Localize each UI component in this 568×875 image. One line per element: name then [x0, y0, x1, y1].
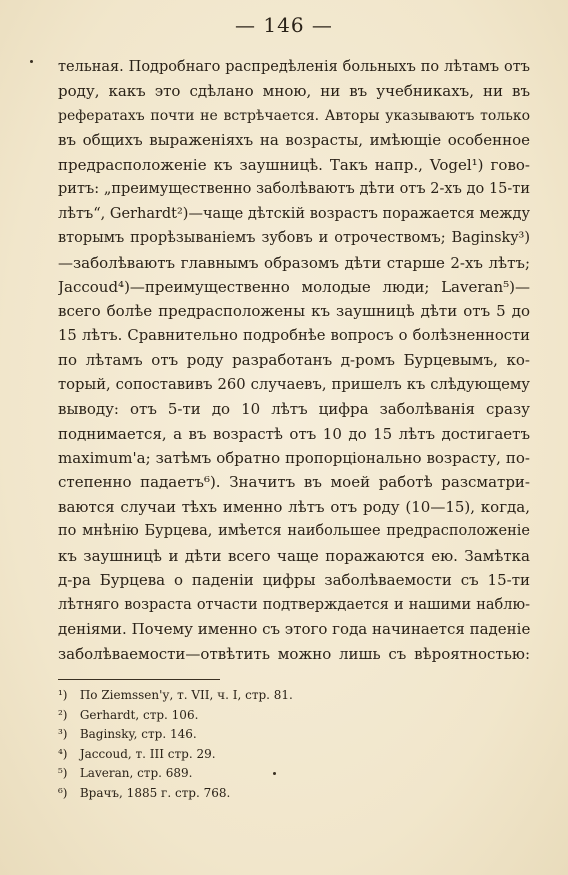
body-line: д-ра Бурцева о паденіи цифры заболѣваемости съ 15-ти — [58, 571, 530, 590]
body-line: лѣтняго возраста отчасти подтверждается и нашими наблю- — [58, 596, 530, 613]
body-line: роду, какъ это сдѣлано мною, ни въ учебникахъ, ни въ — [58, 82, 530, 101]
paper-speck — [273, 772, 276, 775]
body-line: ритъ: „преимущественно заболѣваютъ дѣти отъ 2-хъ до 15-ти — [58, 181, 530, 198]
body-line: 15 лѣтъ. Сравнительно подробнѣе вопросъ о болѣзненности — [58, 326, 530, 344]
footnote-mark: ⁵) — [58, 766, 68, 781]
body-line: maximum'а; затѣмъ обратно пропорціонально возрасту, по- — [58, 449, 530, 467]
footnote — [58, 745, 488, 765]
footnote — [58, 686, 488, 706]
footnote — [58, 784, 488, 804]
footnote-mark: ¹) — [58, 688, 68, 702]
footnote-divider — [58, 679, 220, 680]
footnote-mark: ²) — [58, 707, 68, 722]
body-line: по лѣтамъ отъ роду разработанъ д-ромъ Бурцевымъ, ко- — [58, 351, 530, 370]
page-number: — 146 — — [235, 13, 333, 37]
footnote-text: Jaccoud, т. III стр. 29. — [79, 746, 216, 761]
body-line: тельная. Подробнаго распредѣленія больныхъ по лѣтамъ отъ — [58, 59, 530, 75]
body-line: къ заушницѣ и дѣти всего чаще поражаются ею. Замѣтка — [58, 546, 530, 565]
footnote-text: По Ziemssen'у, т. VII, ч. I, стр. 81. — [79, 688, 293, 702]
body-line: всего болѣе предрасположены къ заушницѣ дѣти отъ 5 до — [58, 302, 530, 321]
footnote-mark: ³) — [58, 727, 68, 742]
footnote-mark: ⁴) — [58, 746, 68, 761]
footnotes — [58, 686, 488, 804]
footnote-text: Врачъ, 1885 г. стр. 768. — [79, 785, 231, 800]
body-line: выводу: отъ 5-ти до 10 лѣтъ цифра заболѣванія сразу — [58, 400, 530, 419]
body-line: деніями. Почему именно съ этого года начинается паденіе — [58, 620, 530, 639]
body-line: рефератахъ почти не встрѣчается. Авторы указываютъ только — [58, 107, 530, 124]
body-line: въ общихъ выраженіяхъ на возрасты, имѣющіе особенное — [58, 131, 530, 150]
footnote — [58, 725, 488, 745]
footnote — [58, 706, 488, 726]
body-line: степенно падаетъ⁶). Значитъ въ моей работѣ разсматри- — [58, 473, 530, 492]
footnote-text: Baginsky, стр. 146. — [79, 727, 197, 742]
body-line: Jaccoud⁴)—преимущественно молодые люди; Laveran⁵)— — [58, 277, 530, 296]
paper-speck — [30, 60, 33, 63]
body-line: лѣтъ“, Gerhardt²)—чаще дѣтскій возрастъ поражается между — [58, 205, 530, 222]
body-line: по мнѣнію Бурцева, имѣется наибольшее предрасположеніе — [58, 523, 530, 540]
body-text — [58, 55, 530, 666]
body-line: торый, сопоставивъ 260 случаевъ, пришелъ къ слѣдующему — [58, 375, 530, 393]
body-line: ваются случаи тѣхъ именно лѣтъ отъ роду (10—15), когда, — [58, 497, 530, 516]
footnote-text: Laveran, стр. 689. — [79, 766, 193, 781]
footnote-mark: ⁶) — [58, 785, 68, 800]
body-line: поднимается, а въ возрастѣ отъ 10 до 15 лѣтъ достигаетъ — [58, 424, 530, 443]
footnote-text: Gerhardt, стр. 106. — [79, 707, 199, 722]
body-line: —заболѣваютъ главнымъ образомъ дѣти старше 2-хъ лѣтъ; — [58, 253, 530, 272]
body-line: заболѣваемости—отвѣтить можно лишь съ вѣроятностью: — [58, 644, 530, 663]
body-line: вторымъ прорѣзываніемъ зубовъ и отрочествомъ; Baginsky³) — [58, 230, 530, 247]
body-line: предрасположеніе къ заушницѣ. Такъ напр., Vogel¹) гово- — [58, 155, 530, 174]
